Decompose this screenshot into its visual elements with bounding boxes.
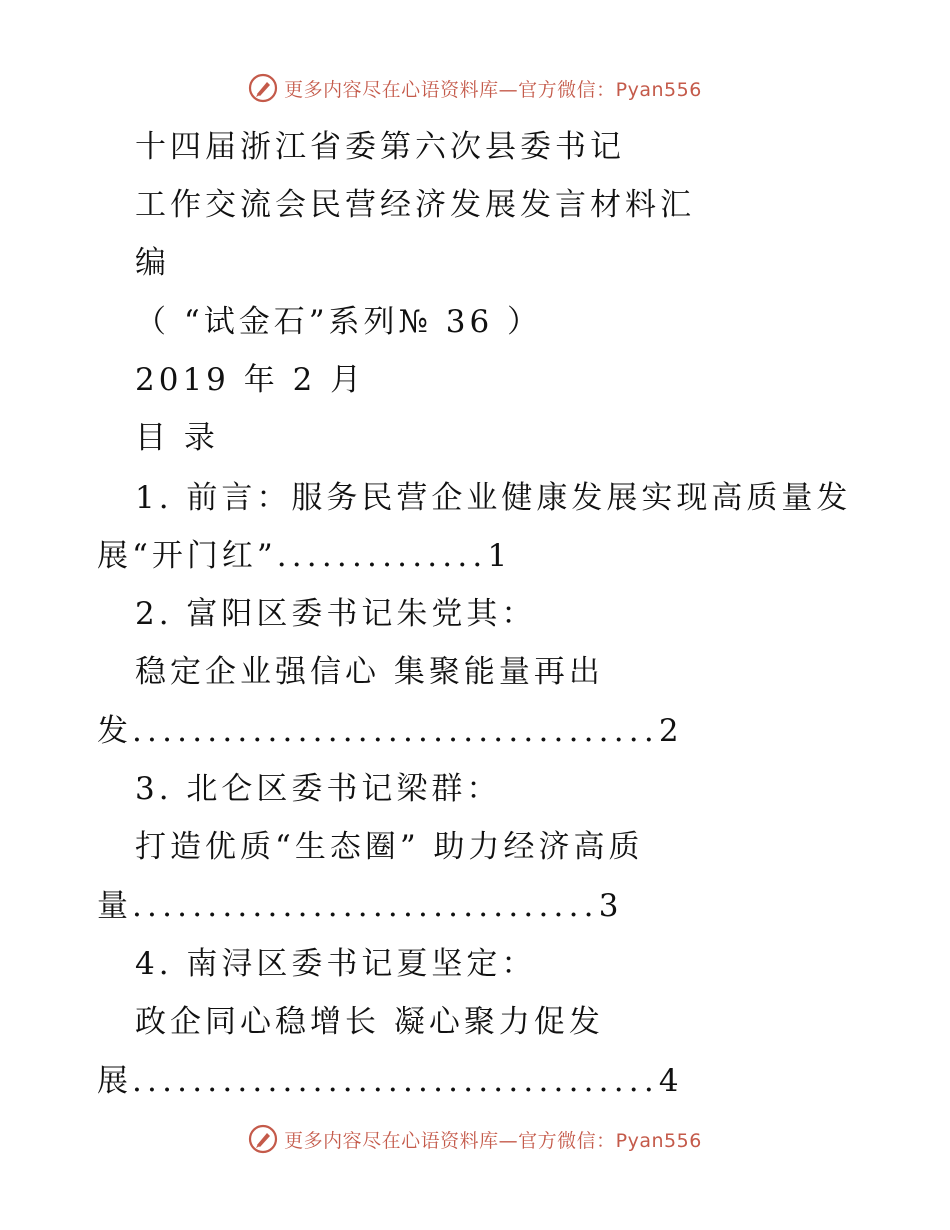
toc-entry-2-tail: 发 (97, 713, 132, 749)
toc-entry-1-page: 1 (487, 538, 508, 574)
toc-entry-3-page: 3 (598, 888, 619, 924)
toc-entry-4-leader (97, 1061, 679, 1101)
watermark-text: 更多内容尽在心语资料库—官方微信：Pyan556 (284, 1129, 702, 1152)
toc-entry-2-leader (97, 711, 679, 751)
toc-entry-1-leader (97, 536, 507, 576)
watermark-text: 更多内容尽在心语资料库—官方微信：Pyan556 (284, 78, 702, 101)
toc-entry-2-page: 2 (658, 713, 679, 749)
toc-entry-4-subtitle: 政企同心稳增长 凝心聚力促发 (135, 1004, 604, 1040)
toc-entry-3-leader (97, 886, 618, 926)
toc-entry-4-dots: ................................... (132, 1063, 659, 1099)
watermark-header (0, 73, 950, 103)
toc-entry-2-dots: ................................... (132, 713, 659, 749)
toc-entry-3-dots: ............................... (132, 888, 599, 924)
toc-entry-3-title: 3. 北仑区委书记梁群： (135, 771, 502, 807)
toc-entry-4-tail: 展 (97, 1063, 132, 1099)
toc-entry-1-dots: .............. (276, 538, 488, 574)
doc-title-line-1: 十四届浙江省委第六次县委书记 (135, 129, 625, 165)
toc-entry-2-title: 2. 富阳区委书记朱党其： (135, 596, 537, 632)
toc-heading: 目 录 (135, 420, 219, 456)
toc-entry-1-title: 1. 前言：服务民营企业健康发展实现高质量发 (135, 480, 852, 516)
doc-title-line-3: 编 (135, 245, 170, 281)
pen-logo-icon (248, 73, 278, 103)
doc-date: 2019 年 2 月 (135, 362, 366, 398)
series-label: （ “试金石”系列№ 36 ） (135, 304, 543, 340)
toc-entry-3-subtitle: 打造优质“生态圈” 助力经济高质 (135, 829, 644, 865)
toc-entry-2-subtitle: 稳定企业强信心 集聚能量再出 (135, 654, 604, 690)
toc-entry-4-title: 4. 南浔区委书记夏坚定： (135, 946, 537, 982)
toc-entry-1-tail: 展“开门红” (97, 538, 277, 574)
watermark-footer (0, 1124, 950, 1154)
doc-title-line-2: 工作交流会民营经济发展发言材料汇 (135, 187, 695, 223)
toc-entry-3-tail: 量 (97, 888, 132, 924)
pen-logo-icon (248, 1124, 278, 1154)
toc-entry-4-page: 4 (658, 1063, 679, 1099)
